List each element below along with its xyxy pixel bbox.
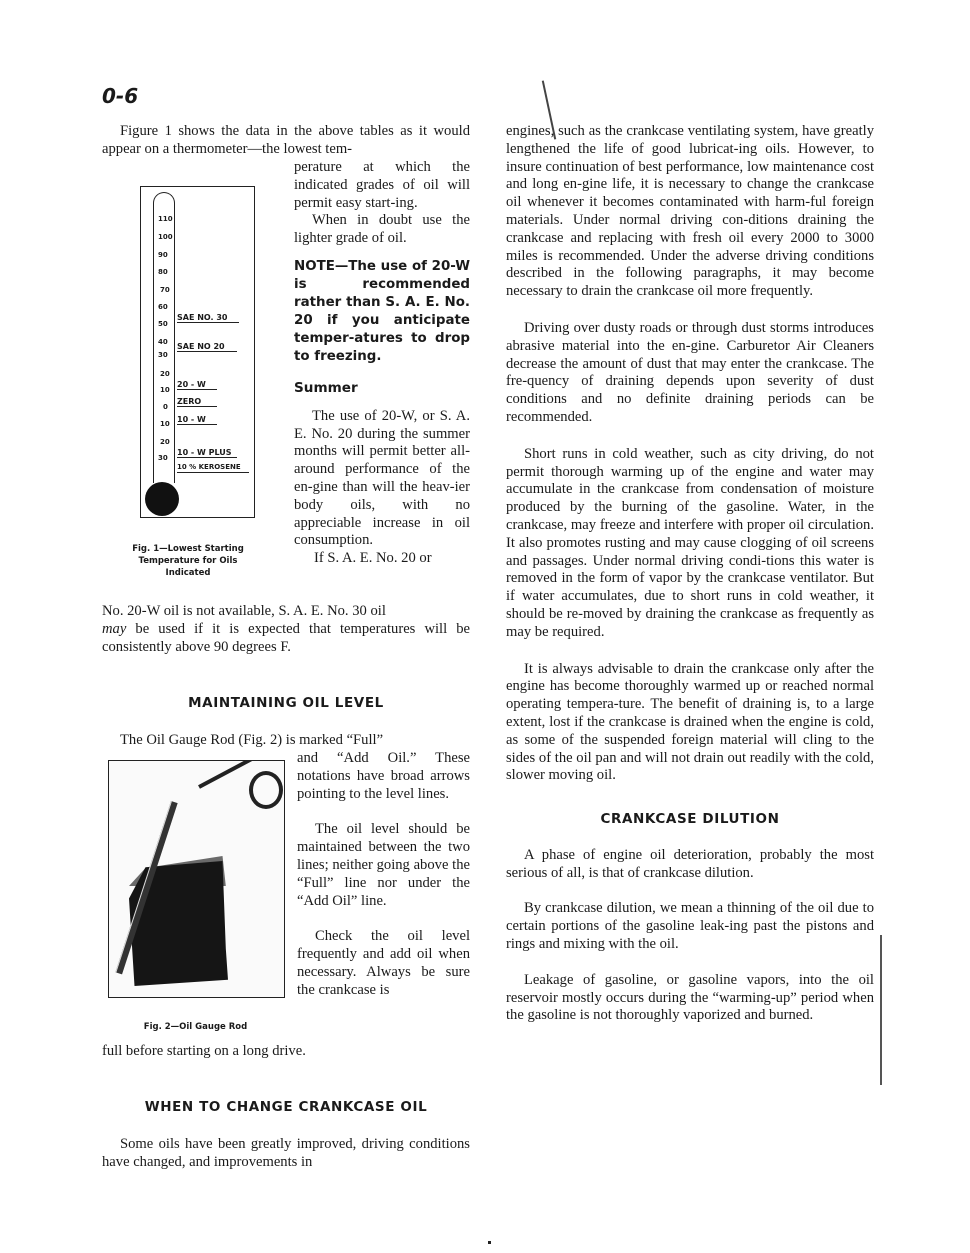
gauge-rod-handle — [198, 760, 253, 789]
check-paragraph: Check the oil level frequently and add oil when necessary. Always be sure the crankcase is — [297, 928, 470, 998]
summer-paragraph: The use of 20-W, or S. A. E. No. 20 during the summer months will permit better all-around performance of the en-gine than will the heav-ier body oils, with no appreciable increase in oil consumption. — [294, 407, 470, 549]
tick-label: 50 — [158, 320, 168, 328]
tick-label: 30 — [158, 454, 168, 462]
right-column — [506, 123, 874, 1025]
when-to-change-heading: WHEN TO CHANGE CRANKCASE OIL — [144, 1099, 428, 1115]
figure-2-caption: Fig. 2—Oil Gauge Rod — [143, 1022, 248, 1032]
figure-2-oil-gauge-rod — [108, 760, 285, 998]
when-paragraph — [102, 1136, 470, 1172]
grade-label: 20 - W — [177, 380, 217, 390]
summer-p2-continued — [102, 603, 470, 656]
drain-advice-paragraph: It is always advisable to drain the crankcase only after the engine has become thoroughly warmed up or reached normal operating tempera-ture. The benefit of draining is, to a large extent, lost if the crankcase is drained when the engine is cold, as some of the suspended foreign material will cling to the sides of the oil pan and will not drain out readily with the cold, slower moving oil. — [506, 660, 874, 784]
tick-label: 110 — [158, 215, 173, 223]
check-end — [102, 1043, 470, 1061]
intro-continued — [294, 159, 470, 568]
gauge-lead — [102, 732, 470, 750]
scan-dot — [488, 1241, 491, 1244]
scan-artifact — [880, 935, 882, 1085]
figure-1-caption: Fig. 1—Lowest Starting Temperature for Oils Indicated — [132, 544, 244, 578]
tick-label: 70 — [160, 286, 170, 294]
intro-cont-text: perature at which the indicated grades of oil will permit easy start-ing. — [294, 159, 470, 211]
grade-label: 10 % KEROSENE — [177, 463, 249, 473]
tick-label: 30 — [158, 351, 168, 359]
may-emphasis: may — [102, 620, 127, 637]
dusty-roads-paragraph: Driving over dusty roads or through dust storms introduces abrasive material into the en-gine. Carburetor Air Cleaners decrease the amount of dust that may enter the crankcase. The fre-quency of draining depends upon severity of dust conditions and no definite draining periods can be recommended. — [506, 319, 874, 425]
dilution-definition-paragraph: By crankcase dilution, we mean a thinning of the oil due to certain portions of the gasoline leak-ing past the pistons and rings and mixing with the oil. — [506, 900, 874, 953]
grade-label: ZERO — [177, 397, 217, 407]
summer-p2-rest: be used if it is expected that temperatures will be consistently above 90 degrees F. — [102, 620, 470, 655]
intro-paragraph-lead — [102, 123, 470, 159]
thermometer-bulb — [145, 482, 179, 516]
tick-label: 10 — [160, 420, 170, 428]
tick-label: 60 — [158, 303, 168, 311]
short-runs-paragraph: Short runs in cold weather, such as city driving, do not permit thorough warming up of the engine and water may accumulate in the crankcase from condensation of moisture produced by the burning of the gasoline. Water, in the crankcase, may freeze and interfere with proper oil circulation. It also promotes rusting and may cause clogging of oil screens and passages. Under normal driving condi-tions this water is removed in the form of vapor by the crankcase ventilator. But if water accumulates, due to short runs in cold weather, it should be re-moved by draining the crankcase as frequently as may be required. — [506, 445, 874, 640]
tick-label: 100 — [158, 233, 173, 241]
summer-p2-cont: No. 20-W oil is not available, S. A. E. No. 30 oil — [102, 603, 386, 619]
maintaining-oil-level-heading: MAINTAINING OIL LEVEL — [188, 695, 384, 711]
grade-label: 10 - W PLUS — [177, 448, 237, 458]
doubt-text: When in doubt use the lighter grade of oil. — [294, 212, 470, 247]
tick-label: 10 — [160, 386, 170, 394]
summer-heading: Summer — [294, 379, 358, 396]
change-oil-paragraph: engines, such as the crankcase ventilating system, have greatly lengthened the life of good lubricat-ing oils. However, to insure continuation of best performance, low maintenance cost and long en-gine life, it is necessary to change the crankcase oil whenever it becomes contaminated with harm-ful foreign materials. Under normal driving con-ditions draining the crankcase and replacing with fresh oil every 2000 to 3000 miles is recommended. Under the adverse driving conditions described in the following paragraphs, it may become necessary to drain the crankcase oil more frequently. — [506, 123, 874, 300]
gauge-lead-text: The Oil Gauge Rod (Fig. 2) is marked “Full” — [120, 732, 384, 748]
level-paragraph: The oil level should be maintained between the two lines; neither going above the “Full” line nor under the “Add Oil” line. — [297, 821, 470, 909]
grade-label: SAE NO 20 — [177, 342, 237, 352]
grade-label: SAE NO. 30 — [177, 313, 239, 323]
tick-label: 20 — [160, 438, 170, 446]
tick-label: 0 — [163, 403, 168, 411]
when-text: Some oils have been greatly improved, driving conditions have changed, and improvements in — [102, 1136, 470, 1170]
check-end-text: full before starting on a long drive. — [102, 1043, 306, 1059]
figure-1-thermometer — [140, 186, 255, 518]
grade-label: 10 - W — [177, 415, 217, 425]
note-text: NOTE—The use of 20-W is recommended rather than S. A. E. No. 20 if you anticipate temper-atures to drop to freezing. — [294, 258, 470, 364]
tick-label: 80 — [158, 268, 168, 276]
leakage-paragraph: Leakage of gasoline, or gasoline vapors, into the oil reservoir mostly occurs during the “warming-up” period when the gasoline is not thoroughly vaporized and burned. — [506, 971, 874, 1024]
tick-label: 90 — [158, 251, 168, 259]
summer-p2-lead: If S. A. E. No. 20 or — [314, 550, 432, 567]
gauge-cont-text: and “Add Oil.” These notations have broad arrows pointing to the level lines. — [297, 750, 470, 802]
dilution-intro-paragraph: A phase of engine oil deterioration, probably the most serious of all, is that of crankcase dilution. — [506, 846, 874, 881]
gauge-rod-loop — [249, 771, 283, 809]
intro-text: Figure 1 shows the data in the above tables as it would appear on a thermometer—the lowest tem- — [102, 123, 470, 157]
tick-label: 40 — [158, 338, 168, 346]
tick-label: 20 — [160, 370, 170, 378]
page-number: 0-6 — [102, 84, 139, 108]
crankcase-dilution-heading: CRANKCASE DILUTION — [600, 811, 780, 828]
gauge-side-text — [297, 750, 470, 1000]
